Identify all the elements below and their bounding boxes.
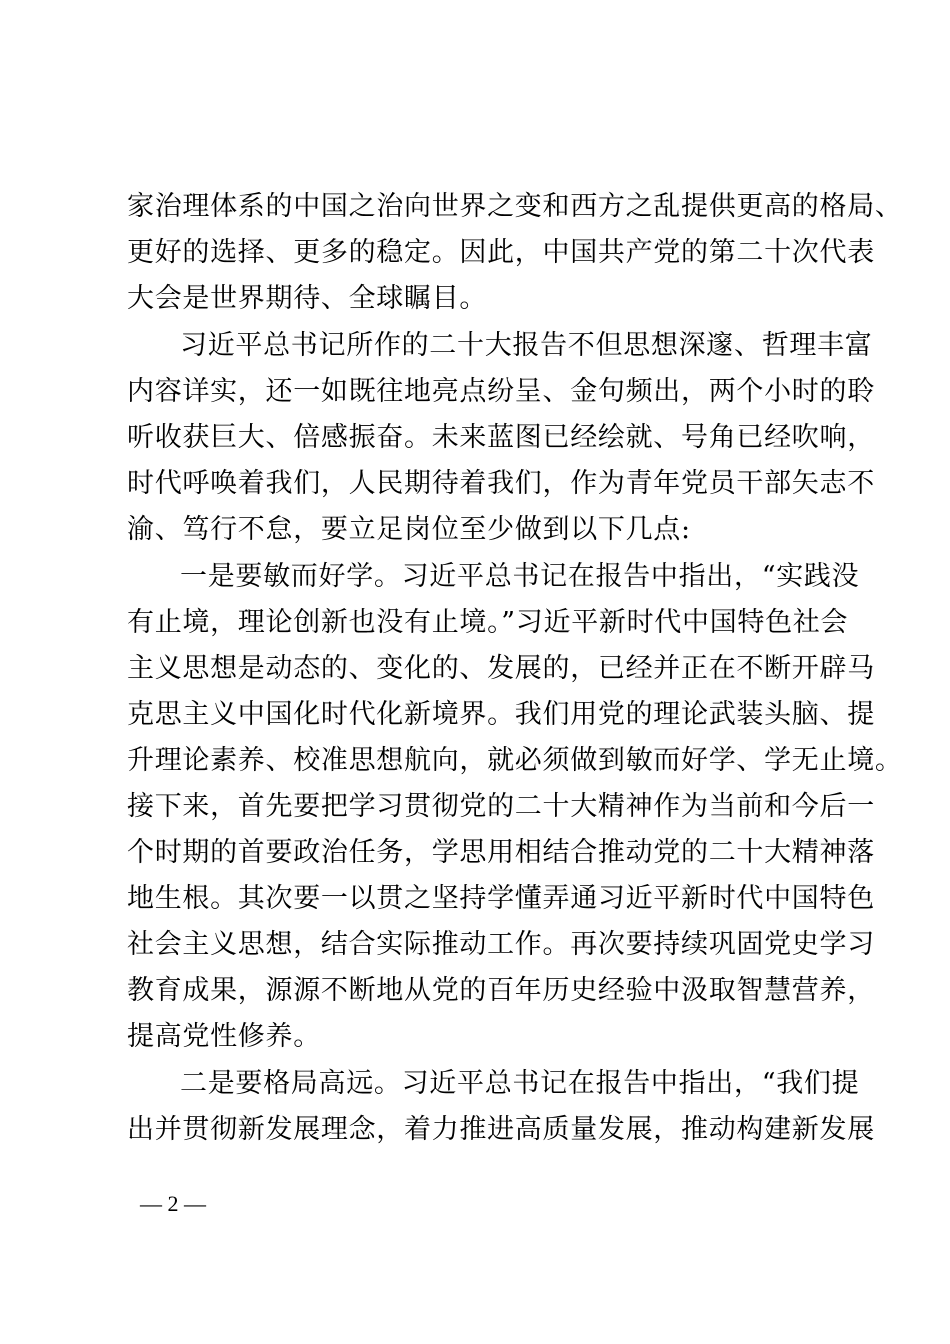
paragraph-first-line: 习近平总书记所作的二十大报告不但思想深邃、哲理丰富 [180, 330, 873, 361]
paragraph-first-line: 一是要敏而好学。习近平总书记在报告中指出，“实践没 [180, 561, 860, 592]
text-line: 内容详实，还一如既往地亮点纷呈、金句频出，两个小时的聆 [127, 376, 875, 407]
text-line: 主义思想是动态的、变化的、发展的，已经并正在不断开辟马 [127, 653, 875, 684]
text-line: 有止境，理论创新也没有止境。”习近平新时代中国特色社会 [127, 607, 849, 638]
paragraph-first-line: 二是要格局高远。习近平总书记在报告中指出，“我们提 [180, 1068, 860, 1099]
text-line: 更好的选择、更多的稳定。因此，中国共产党的第二十次代表 [127, 237, 875, 268]
text-line: 提高党性修养。 [127, 1021, 321, 1052]
text-line: 升理论素养、校准思想航向，就必须做到敏而好学、学无止境。 [127, 745, 903, 776]
text-line: 大会是世界期待、全球瞩目。 [127, 283, 488, 314]
text-line: 地生根。其次要一以贯之坚持学懂弄通习近平新时代中国特色 [127, 883, 875, 914]
text-line: 时代呼唤着我们，人民期待着我们，作为青年党员干部矢志不 [127, 468, 875, 499]
text-line: 家治理体系的中国之治向世界之变和西方之乱提供更高的格局、 [127, 191, 903, 222]
page-number: — 2 — [140, 1191, 206, 1216]
text-line: 克思主义中国化时代化新境界。我们用党的理论武装头脑、提 [127, 699, 875, 730]
text-line: 社会主义思想，结合实际推动工作。再次要持续巩固党史学习 [127, 929, 875, 960]
text-line: 听收获巨大、倍感振奋。未来蓝图已经绘就、号角已经吹响， [127, 422, 875, 453]
text-line: 个时期的首要政治任务，学思用相结合推动党的二十大精神落 [127, 837, 875, 868]
text-line: 渝、笃行不怠，要立足岗位至少做到以下几点: [127, 514, 691, 545]
text-line: 接下来，首先要把学习贯彻党的二十大精神作为当前和今后一 [127, 791, 875, 822]
text-line: 出并贯彻新发展理念，着力推进高质量发展，推动构建新发展 [127, 1114, 875, 1145]
text-line: 教育成果，源源不断地从党的百年历史经验中汲取智慧营养， [127, 975, 875, 1006]
